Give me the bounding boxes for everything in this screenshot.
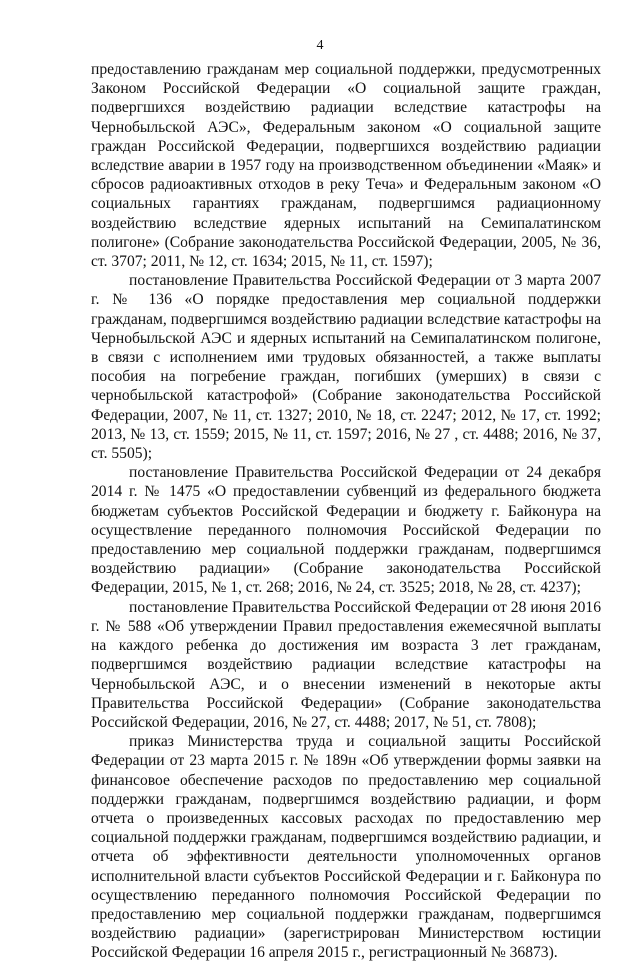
page-number: 4 xyxy=(316,38,324,53)
paragraph-resolution-1475: постановление Правительства Российской Федерации от 24 декабря 2014 г. № 1475 «О предоставлении субвенций из федерального бюджета бюджетам субъектов Российской Федерации и бюджету г. Байконура на осуществление переданного полномочия Российской Федерации по предоставлению мер социальной поддержки гражданам, подвергшимся воздействию радиации» (Собрание законодательства Российской Федерации, 2015, № 1, ст. 268; 2016, № 24, ст. 3525; 2018, № 28, ст. 4237); xyxy=(91,464,601,597)
paragraph-order-189n: приказ Министерства труда и социальной защиты Российской Федерации от 23 марта 2015 г. № 189н «Об утверждении формы заявки на финансовое обеспечение расходов по предоставлению мер социальной поддержки гражданам, подвергшимся воздействию радиации, и форм отчета о произведенных кассовых расходах по предоставлению мер социальной поддержки гражданам, подвергшимся воздействию радиации, и отчета об эффективности деятельности уполномоченных органов исполнительной власти субъектов Российской Федерации и г. Байконура по осуществлению переданного полномочия Российской Федерации по предоставлению мер социальной поддержки гражданам, подвергшимся воздействию радиации» (зарегистрирован Министерством юстиции Российской Федерации 16 апреля 2015 г., регистрационный № 36873). xyxy=(91,733,601,962)
document-body xyxy=(91,60,601,963)
paragraph-continuation: предоставлению гражданам мер социальной поддержки, предусмотренных Законом Российской Федерации «О социальной защите граждан, подвергшихся воздействию радиации вследствие катастрофы на Чернобыльской АЭС», Федеральным законом «О социальной защите граждан Российской Федерации, подвергшихся воздействию радиации вследствие аварии в 1957 году на производственном объединении «Маяк» и сбросов радиоактивных отходов в реку Теча» и Федеральным законом «О социальных гарантиях гражданам, подвергшимся радиационному воздействию вследствие ядерных испытаний на Семипалатинском полигоне» (Собрание законодательства Российской Федерации, 2005, № 36, ст. 3707; 2011, № 12, ст. 1634; 2015, № 11, ст. 1597); xyxy=(91,61,601,271)
paragraph-resolution-136: постановление Правительства Российской Федерации от 3 марта 2007 г. № 136 «О порядке предоставления мер социальной поддержки гражданам, подвергшимся воздействию радиации вследствие катастрофы на Чернобыльской АЭС и ядерных испытаний на Семипалатинском полигоне, в связи с исполнением ими трудовых обязанностей, а также выплаты пособия на погребение граждан, погибших (умерших) в связи с чернобыльской катастрофой» (Собрание законодательства Российской Федерации, 2007, № 11, ст. 1327; 2010, № 18, ст. 2247; 2012, № 17, ст. 1992; 2013, № 13, ст. 1559; 2015, № 11, ст. 1597; 2016, № 27 , ст. 4488; 2016, № 37, ст. 5505); xyxy=(91,272,601,463)
paragraph-resolution-588: постановление Правительства Российской Федерации от 28 июня 2016 г. № 588 «Об утверждении Правил предоставления ежемесячной выплаты на каждого ребенка до достижения им возраста 3 лет гражданам, подвергшимся воздействию радиации вследствие катастрофы на Чернобыльской АЭС, и о внесении изменений в некоторые акты Правительства Российской Федерации» (Собрание законодательства Российской Федерации, 2016, № 27, ст. 4488; 2017, № 51, ст. 7808); xyxy=(91,598,601,731)
